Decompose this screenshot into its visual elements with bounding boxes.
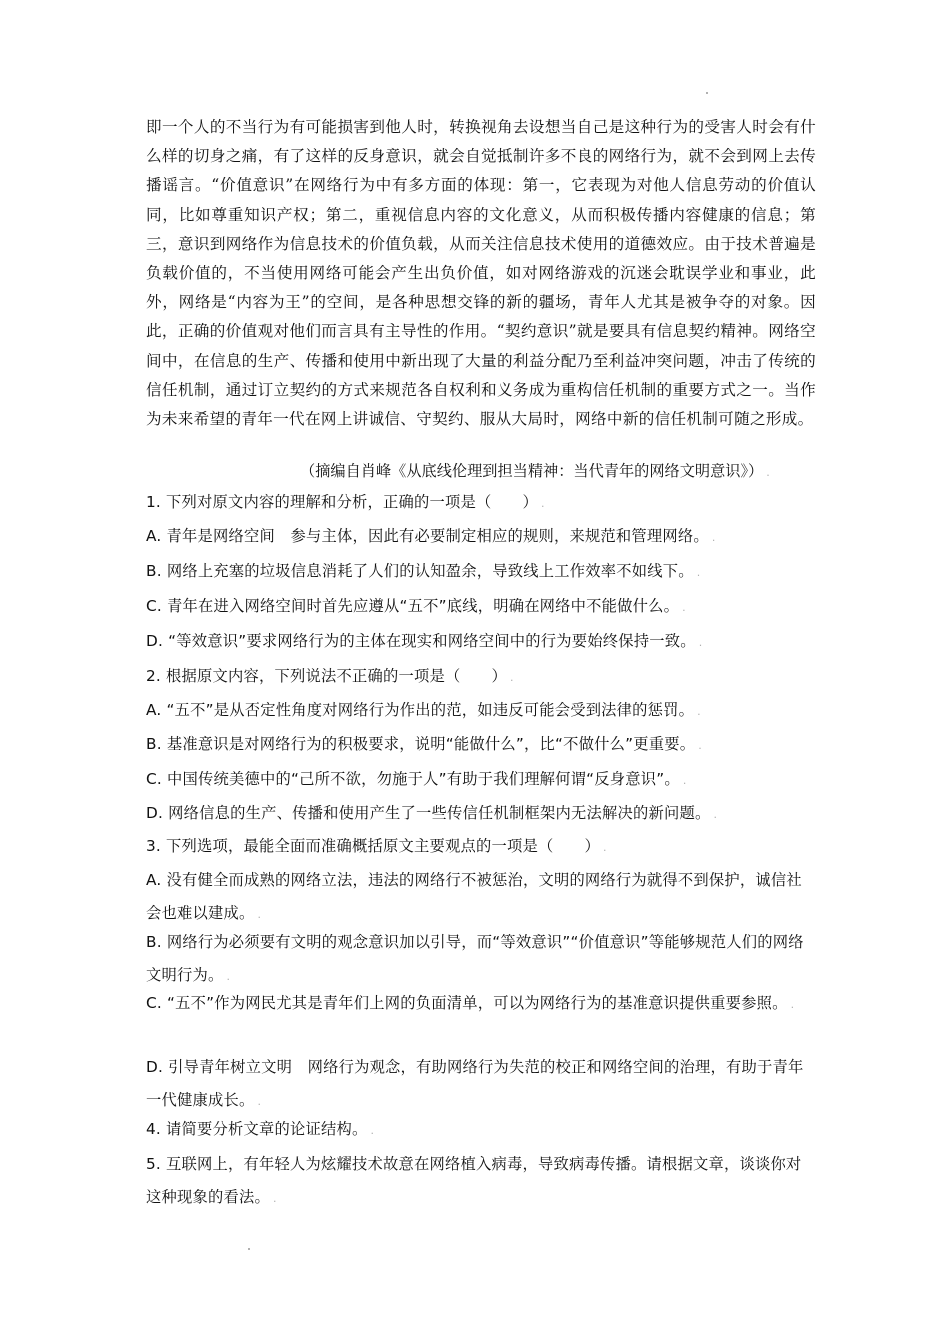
question-1-option-d: D. “等效意识”要求网络行为的主体在现实和网络空间中的行为要始终保持一致。 . xyxy=(146,632,703,650)
question-1-option-a: A. 青年是网络空间 参与主体，因此有必要制定相应的规则，来规范和管理网络。 . xyxy=(146,527,716,545)
question-2-option-b: B. 基准意识是对网络行为的积极要求，说明“能做什么”，比“不做什么”更重要。 . xyxy=(146,735,702,753)
question-2-option-d: D. 网络信息的生产、传播和使用产生了一些传信任机制框架内无法解决的新问题。 . xyxy=(146,804,718,822)
question-2-option-c: C. 中国传统美德中的“己所不欲，勿施于人”有助于我们理解何谓“反身意识”。 . xyxy=(146,770,687,788)
source-citation: （摘编自肖峰《从底线伦理到担当精神：当代青年的网络文明意识》） . xyxy=(300,462,770,480)
passage-text: 即一个人的不当行为有可能损害到他人时，转换视角去设想当自己是这种行为的受害人时会有什么样的切身之痛，有了这样的反身意识，就会自觉抵制许多不良的网络行为，就不会到网上去传播谣言。“价值意识”在网络行为中有多方面的体现：第一，它表现为对他人信息劳动的价值认同，比如尊重知识产权；第二，重视信息内容的文化意义，从而积极传播内容健康的信息；第三，意识到网络作为信息技术的价值负载，从而关注信息技术使用的道德效应。由于技术普遍是负载价值的，不当使用网络可能会产生出负价值，如对网络游戏的沉迷会耽误学业和事业，此外，网络是“内容为王”的空间，是各种思想交锋的新的疆场，青年人尤其是被争夺的对象。因此，正确的价值观对他们而言具有主导性的作用。“契约意识”就是要具有信息契约精神。网络空间中，在信息的生产、传播和使用中新出现了大量的利益分配乃至利益冲突问题，冲击了传统的信任机制，通过订立契约的方式来规范各自权利和义务成为重构信任机制的重要方式之一。当作为未来希望的青年一代在网上讲诚信、守契约、服从大局时，网络中新的信任机制可随之形成。 xyxy=(146,118,816,429)
question-2-stem: 2. 根据原文内容，下列说法不正确的一项是（ ） . xyxy=(146,667,514,685)
question-1-option-b: B. 网络上充塞的垃圾信息消耗了人们的认知盈余，导致线上工作效率不如线下。 . xyxy=(146,562,701,580)
question-4-stem: 4. 请简要分析文章的论证结构。 . xyxy=(146,1120,375,1138)
question-5-stem: 5. 互联网上，有年轻人为炫耀技术故意在网络植入病毒，导致病毒传播。请根据文章，谈谈你对这种现象的看法。 . xyxy=(146,1155,802,1206)
source-text: （摘编自肖峰《从底线伦理到担当精神：当代青年的网络文明意识》） xyxy=(300,462,764,480)
question-1-option-c: C. 青年在进入网络空间时首先应遵从“五不”底线，明确在网络中不能做什么。 . xyxy=(146,597,686,615)
question-2-option-a: A. “五不”是从否定性角度对网络行为作出的范，如违反可能会受到法律的惩罚。 . xyxy=(146,701,701,719)
question-3-option-a: A. 没有健全而成熟的网络立法，违法的网络行不被惩治，文明的网络行为就得不到保护，诚信社会也难以建成。 . xyxy=(146,871,802,922)
question-3-option-c: C. “五不”作为网民尤其是青年们上网的负面清单，可以为网络行为的基准意识提供重要参照。 . xyxy=(146,994,795,1012)
scan-speck xyxy=(706,92,708,94)
question-3-option-b: B. 网络行为必须要有文明的观念意识加以引导，而“等效意识”“价值意识”等能够规范人们的网络文明行为。 . xyxy=(146,933,804,984)
question-3-stem: 3. 下列选项，最能全面而准确概括原文主要观点的一项是（ ） . xyxy=(146,837,607,855)
scan-speck xyxy=(248,1248,250,1250)
question-3-option-d: D. 引导青年树立文明 网络行为观念，有助网络行为失范的校正和网络空间的治理，有助于青年一代健康成长。 . xyxy=(146,1058,804,1109)
question-1-stem: 1. 下列对原文内容的理解和分析，正确的一项是（ ） . xyxy=(146,493,545,511)
